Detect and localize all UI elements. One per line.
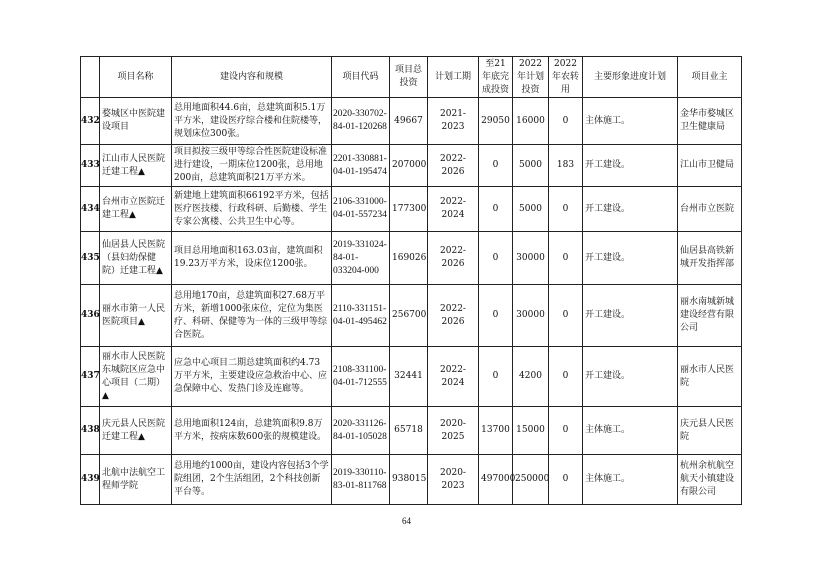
cell-plan: 30000	[513, 232, 549, 285]
cell-owner: 丽水南城新城建设经营有限公司	[678, 285, 742, 347]
header-period: 计划工期	[428, 57, 479, 98]
header-plan: 2022年计划投资	[513, 57, 549, 98]
cell-code: 2201-330881-04-01-195474	[332, 145, 390, 187]
cell-progress: 开工建设。	[583, 145, 678, 187]
cell-name: 丽水市第一人民医院项目▲	[100, 285, 172, 347]
cell-progress: 开工建设。	[583, 347, 678, 407]
cell-progress: 开工建设。	[583, 187, 678, 232]
table-row	[81, 187, 742, 232]
cell-total: 256700	[390, 285, 428, 347]
header-progress: 主要形象进度计划	[583, 57, 678, 98]
cell-content: 总用地面积44.6亩，总建筑面积5.1万平方米，建设医疗综合楼和住院楼等，规划床位300张。	[172, 98, 332, 145]
cell-period: 2022-2026	[428, 232, 479, 285]
cell-name: 北航中法航空工程师学院	[100, 455, 172, 505]
cell-code: 2110-331151-04-01-495462	[332, 285, 390, 347]
cell-owner: 庆元县人民医院	[678, 407, 742, 455]
header-content: 建设内容和规模	[172, 57, 332, 98]
cell-content: 总用地170亩，总建筑面积27.68万平方米，新增1000张床位，定位为集医疗、科研、保健等为一体的三级甲等综合医院。	[172, 285, 332, 347]
table-row	[81, 347, 742, 407]
cell-progress: 主体施工。	[583, 407, 678, 455]
cell-done: 0	[479, 145, 513, 187]
cell-total: 65718	[390, 407, 428, 455]
cell-code: 2019-330110-83-01-811768	[332, 455, 390, 505]
cell-content: 项目总用地面积163.03亩，建筑面积19.23万平方米，设床位1200张。	[172, 232, 332, 285]
cell-progress: 开工建设。	[583, 232, 678, 285]
header-total: 项目总投资	[390, 57, 428, 98]
cell-done: 0	[479, 285, 513, 347]
table-row	[81, 285, 742, 347]
cell-content: 总用地面积124亩，总建筑面积9.8万平方米，按病床数600张的规模建设。	[172, 407, 332, 455]
cell-total: 938015	[390, 455, 428, 505]
cell-total: 32441	[390, 347, 428, 407]
cell-period: 2020-2023	[428, 455, 479, 505]
cell-code: 2108-331100-04-01-712555	[332, 347, 390, 407]
table-row	[81, 232, 742, 285]
cell-plan: 4200	[513, 347, 549, 407]
project-table	[80, 56, 742, 505]
cell-owner: 丽水市人民医院	[678, 347, 742, 407]
header-owner: 项目业主	[678, 57, 742, 98]
page-number: 64	[402, 516, 411, 526]
cell-no: 432	[81, 98, 100, 145]
cell-total: 207000	[390, 145, 428, 187]
cell-content: 新建地上建筑面积66192平方米，包括医疗医技楼、行政科研、后勤楼、学生专家公寓楼、公共卫生中心等。	[172, 187, 332, 232]
cell-name: 台州市立医院迁建工程▲	[100, 187, 172, 232]
cell-done: 0	[479, 187, 513, 232]
cell-content: 总用地约1000亩，建设内容包括3个学院组团，2个生活组团，2个科技创新平台等。	[172, 455, 332, 505]
cell-total: 169026	[390, 232, 428, 285]
cell-done: 497000	[479, 455, 513, 505]
cell-no: 436	[81, 285, 100, 347]
table-row	[81, 407, 742, 455]
cell-no: 439	[81, 455, 100, 505]
cell-done: 29050	[479, 98, 513, 145]
cell-content: 应急中心项目二期总建筑面积约4.73万平方米，主要建设应急救治中心、应急保障中心、发热门诊及连廊等。	[172, 347, 332, 407]
cell-plan: 30000	[513, 285, 549, 347]
cell-no: 437	[81, 347, 100, 407]
cell-name: 仙居县人民医院（县妇幼保健院）迁建工程▲	[100, 232, 172, 285]
cell-land: 0	[549, 98, 583, 145]
cell-total: 177300	[390, 187, 428, 232]
cell-progress: 主体施工。	[583, 455, 678, 505]
cell-plan: 15000	[513, 407, 549, 455]
cell-period: 2022-2024	[428, 347, 479, 407]
cell-period: 2022-2026	[428, 145, 479, 187]
cell-done: 0	[479, 232, 513, 285]
cell-period: 2020-2025	[428, 407, 479, 455]
cell-name: 丽水市人民医院东城院区应急中心项目（二期）▲	[100, 347, 172, 407]
cell-period: 2022-2024	[428, 187, 479, 232]
table-row	[81, 455, 742, 505]
cell-plan: 5000	[513, 145, 549, 187]
table-row	[81, 98, 742, 145]
cell-no: 433	[81, 145, 100, 187]
cell-owner: 江山市卫健局	[678, 145, 742, 187]
header-no	[81, 57, 100, 98]
cell-progress: 主体施工。	[583, 98, 678, 145]
cell-code: 2106-331000-04-01-557234	[332, 187, 390, 232]
header-code: 项目代码	[332, 57, 390, 98]
header-row	[81, 57, 742, 98]
cell-no: 438	[81, 407, 100, 455]
cell-land: 0	[549, 455, 583, 505]
cell-plan: 250000	[513, 455, 549, 505]
cell-land: 0	[549, 347, 583, 407]
cell-owner: 台州市立医院	[678, 187, 742, 232]
cell-land: 183	[549, 145, 583, 187]
cell-name: 庆元县人民医院迁建工程▲	[100, 407, 172, 455]
cell-plan: 16000	[513, 98, 549, 145]
cell-code: 2019-331024-84-01-033204-000	[332, 232, 390, 285]
cell-plan: 5000	[513, 187, 549, 232]
cell-period: 2022-2026	[428, 285, 479, 347]
cell-owner: 仙居县高铁新城开发指挥部	[678, 232, 742, 285]
cell-period: 2021-2023	[428, 98, 479, 145]
cell-owner: 金华市婺城区卫生健康局	[678, 98, 742, 145]
cell-content: 项目拟按三级甲等综合性医院建设标准进行建设，一期床位1200张，总用地200亩，总建筑面积21万平方米。	[172, 145, 332, 187]
cell-progress: 开工建设。	[583, 285, 678, 347]
cell-name: 江山市人民医院迁建工程▲	[100, 145, 172, 187]
cell-land: 0	[549, 232, 583, 285]
header-done: 至21年底完成投资	[479, 57, 513, 98]
header-name: 项目名称	[100, 57, 172, 98]
cell-done: 13700	[479, 407, 513, 455]
cell-land: 0	[549, 407, 583, 455]
cell-owner: 杭州余杭航空航天小镇建设有限公司	[678, 455, 742, 505]
cell-code: 2020-330702-84-01-120268	[332, 98, 390, 145]
cell-land: 0	[549, 187, 583, 232]
cell-name: 婺城区中医院建设项目	[100, 98, 172, 145]
cell-no: 435	[81, 232, 100, 285]
table-row	[81, 145, 742, 187]
cell-done: 0	[479, 347, 513, 407]
header-land: 2022年农转用	[549, 57, 583, 98]
cell-land: 0	[549, 285, 583, 347]
cell-no: 434	[81, 187, 100, 232]
cell-total: 49667	[390, 98, 428, 145]
cell-code: 2020-331126-84-01-105028	[332, 407, 390, 455]
